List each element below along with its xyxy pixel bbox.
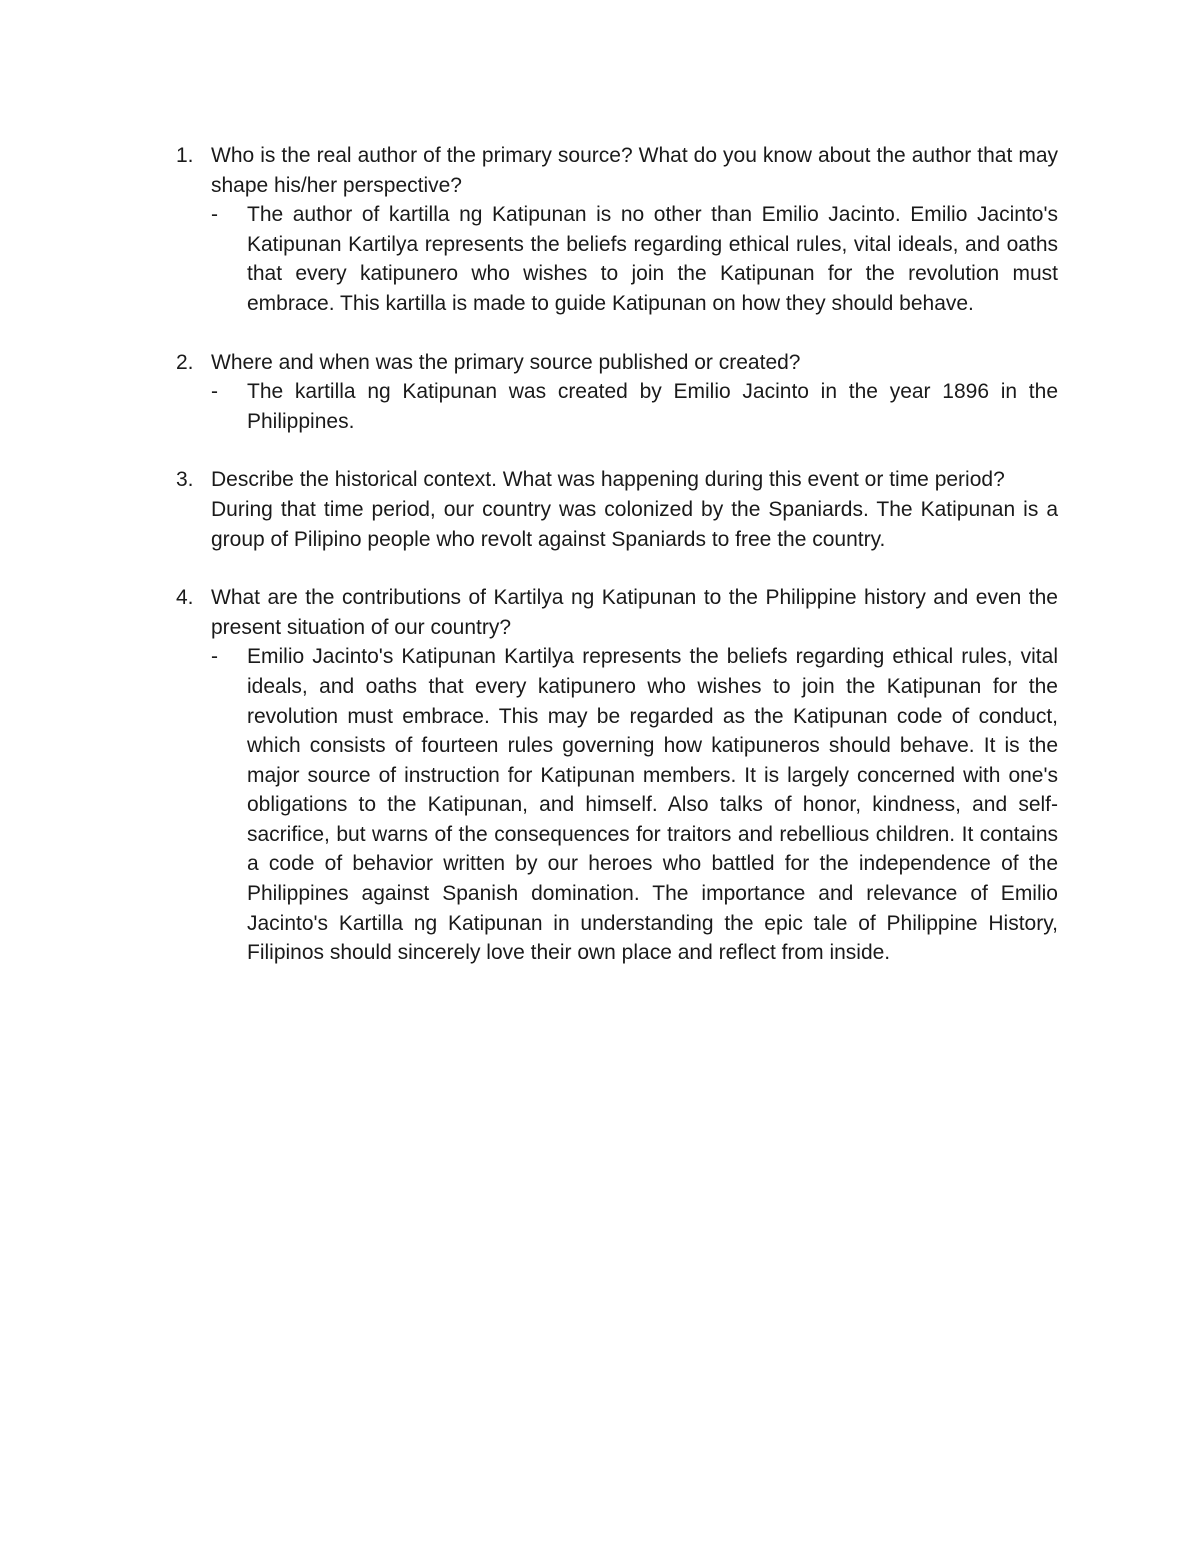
answer-text: During that time period, our country was colonized by the Spaniards. The Katipunan is a group of Pilipino people who revolt against Spaniards to free the country. [211,497,1058,551]
question-text: Where and when was the primary source published or created? [211,350,801,374]
question-number: 1. [176,144,194,167]
question-list [176,141,1058,997]
question-number: 4. [176,586,194,610]
question-text: Who is the real author of the primary source? What do you know about the author that may shape his/her perspective? [211,144,1058,197]
answer-dash: - [211,203,218,227]
answer-block [211,642,1058,968]
question-text: Describe the historical context. What was happening during this event or time period? [211,468,1005,492]
answer-block [211,200,1058,318]
question-number: 2. [176,350,194,374]
question-text: What are the contributions of Kartilya ng Katipunan to the Philippine history and even the present situation of our country? [211,586,1058,639]
answer-block [211,377,1058,436]
question-item-1 [176,141,1058,319]
answer-dash: - [211,645,218,669]
question-item-3 [176,465,1058,554]
answer-text: The author of kartilla ng Katipunan is no other than Emilio Jacinto. Emilio Jacinto's Katipunan Kartilya represents the beliefs regarding ethical rules, vital ideals, and oaths that every katipunero who wishes to join the Katipunan for the revolution must embrace. This kartilla is made to guide Katipunan on how they should behave. [247,203,1058,315]
answer-text: The kartilla ng Katipunan was created by Emilio Jacinto in the year 1896 in the Philippines. [247,380,1058,433]
question-number: 3. [176,468,194,492]
question-item-4 [176,583,1058,968]
question-item-2 [176,348,1058,437]
answer-text: Emilio Jacinto's Katipunan Kartilya represents the beliefs regarding ethical rules, vital ideals, and oaths that every katipunero who wishes to join the Katipunan for the revolution must embrace. This may be regarded as the Katipunan code of conduct, which consists of fourteen rules governing how katipuneros should behave. It is the major source of instruction for Katipunan members. It is largely concerned with one's obligations to the Katipunan, and himself. Also talks of honor, kindness, and self-sacrifice, but warns of the consequences for traitors and rebellious children. It contains a code of behavior written by our heroes who battled for the independence of the Philippines against Spanish domination. The importance and relevance of Emilio Jacinto's Kartilla ng Katipunan in understanding the epic tale of Philippine History, Filipinos should sincerely love their own place and reflect from inside. [247,645,1058,965]
answer-dash: - [211,380,218,404]
